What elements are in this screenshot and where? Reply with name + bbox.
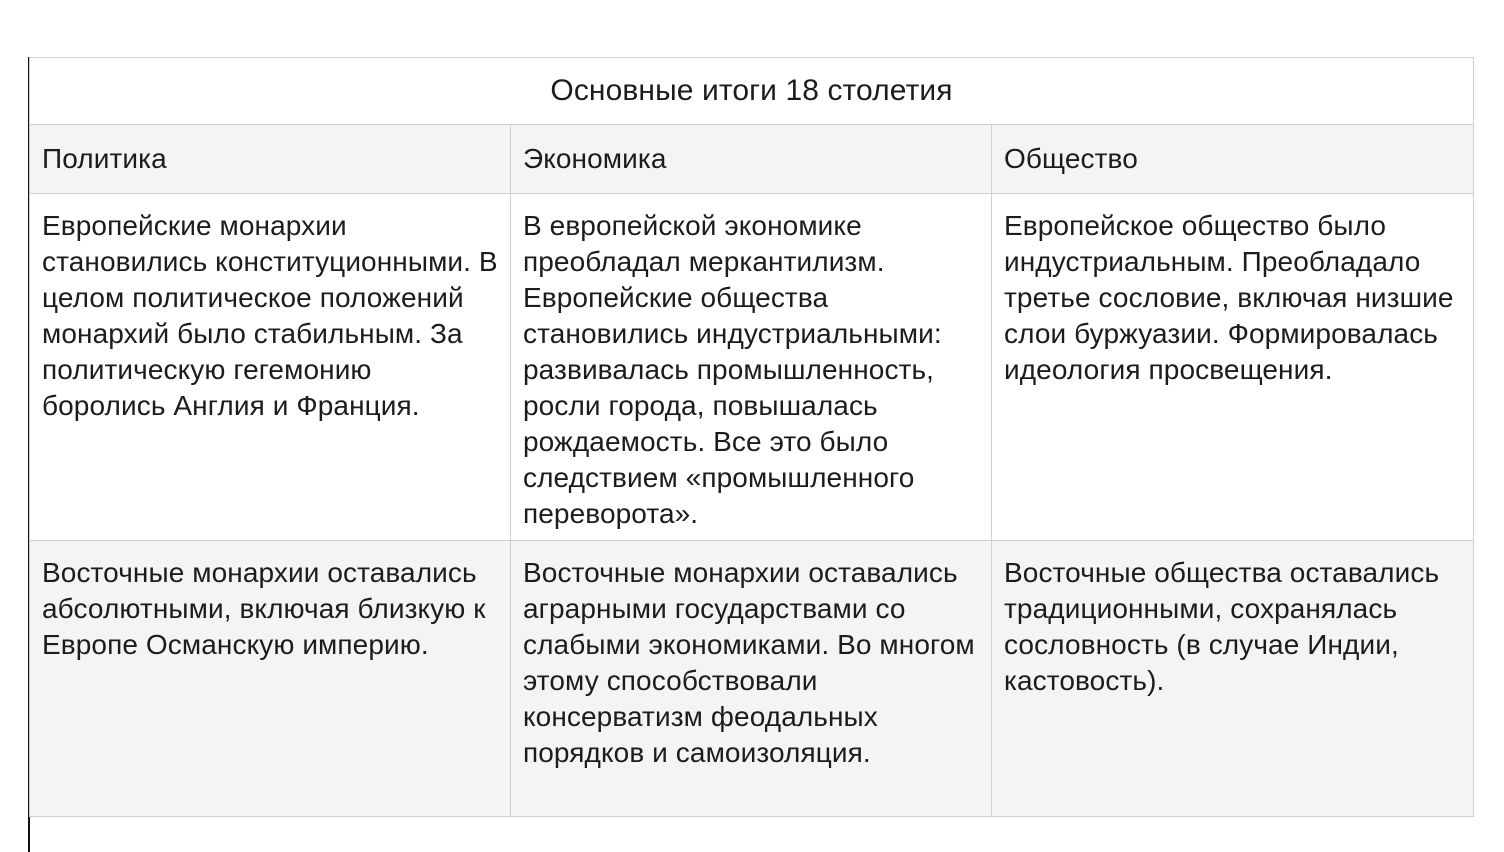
- cell-europe-society: Европейское общество было индустриальным. Преобладало третье сословие, включая низшие слои буржуазии. Формировалась идеология просвещения.: [992, 194, 1474, 541]
- table-row-east: [30, 541, 1474, 817]
- table-title: Основные итоги 18 столетия: [30, 58, 1474, 125]
- summary-table: [29, 57, 1474, 817]
- table-row-europe: [30, 194, 1474, 541]
- header-politics: Политика: [30, 125, 511, 194]
- table-title-row: [30, 58, 1474, 125]
- cell-east-society: Восточные общества оставались традиционными, сохранялась сословность (в случае Индии, кастовость).: [992, 541, 1474, 817]
- header-society: Общество: [992, 125, 1474, 194]
- header-economy: Экономика: [511, 125, 992, 194]
- table-header-row: [30, 125, 1474, 194]
- cell-europe-economy: В европейской экономике преобладал меркантилизм. Европейские общества становились индустриальными: развивалась промышленность, росли города, повышалась рождаемость. Все это было следствием «промышленного переворота».: [511, 194, 992, 541]
- cell-east-politics: Восточные монархии оставались абсолютными, включая близкую к Европе Османскую империю.: [30, 541, 511, 817]
- cell-europe-politics: Европейские монархии становились конституционными. В целом политическое положений монархий было стабильным. За политическую гегемонию боролись Англия и Франция.: [30, 194, 511, 541]
- cell-east-economy: Восточные монархии оставались аграрными государствами со слабыми экономиками. Во многом этому способствовали консерватизм феодальных порядков и самоизоляция.: [511, 541, 992, 817]
